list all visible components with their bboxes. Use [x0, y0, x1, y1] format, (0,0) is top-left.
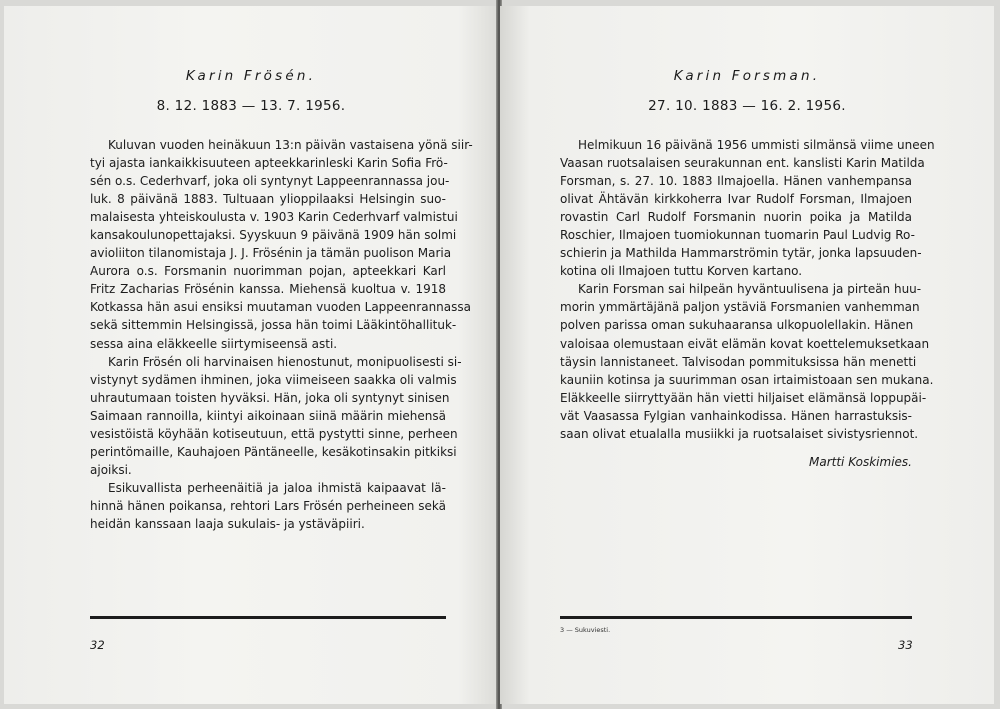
text-line: olivat Ähtävän kirkkoherra Ivar Rudolf Forsman, Ilmajoen: [560, 192, 912, 207]
text-line: Eläkkeelle siirryttyään hän vietti hiljaiset elämänsä loppupäi-: [560, 390, 927, 405]
text-line: polven parissa oman sukuhaaransa ulkopuolellakin. Hänen: [560, 318, 914, 333]
text-line: malaisesta yhteiskoulusta v. 1903 Karin Cederhvarf valmistui: [90, 210, 458, 225]
text-line: schierin ja Mathilda Hammarströmin tytär, jonka lapsuuden-: [560, 246, 922, 261]
text-line: Karin Forsman sai hilpeän hyväntuulisena ja pirteän huu-: [578, 282, 922, 297]
text-line: Kuluvan vuoden heinäkuun 13:n päivän vastaisena yönä siir-: [108, 138, 473, 152]
text-line: Kotkassa hän asui ensiksi muutaman vuoden Lappeenrannassa: [90, 300, 471, 315]
text-line: täysin lannistaneet. Talvisodan pommituksissa hän menetti: [560, 354, 917, 369]
footer-rule: [560, 616, 912, 619]
page-number: 33: [898, 638, 913, 652]
text-line: Esikuvallista perheenäitiä ja jaloa ihmistä kaipaavat lä-: [108, 480, 446, 495]
text-line: vesistöistä köyhään kotiseutuun, että pystytti sinne, perheen: [90, 426, 458, 441]
text-line: luk. 8 päivänä 1883. Tultuaan ylioppilaaksi Helsingin suo-: [90, 192, 446, 207]
left-page: [4, 6, 498, 704]
obituary-name: Karin Forsman.: [673, 68, 821, 84]
text-line: Forsman, s. 27. 10. 1883 Ilmajoella. Hänen vanhempansa: [560, 174, 912, 189]
text-line: kansakoulunopettajaksi. Syyskuun 9 päivänä 1909 hän solmi: [90, 228, 457, 243]
text-line: avioliiton tilanomistaja J. J. Frösénin ja tämän puolison Maria: [90, 246, 452, 261]
obituary-text: [560, 136, 935, 471]
text-line: Aurora o.s. Forsmanin nuorimman pojan, apteekkari Karl: [90, 264, 446, 279]
obituary-dates: 27. 10. 1883 — 16. 2. 1956.: [648, 98, 846, 114]
footer-rule: [90, 616, 446, 619]
obituary-text: [90, 136, 473, 533]
page-number: 32: [90, 638, 105, 652]
signature: Martti Koskimies.: [809, 454, 912, 469]
text-line: rovastin Carl Rudolf Forsmanin nuorin poika ja Matilda: [560, 210, 912, 225]
text-line: kauniin kotinsa ja suurimman osan irtaimistoaan sen mukana.: [560, 372, 934, 387]
obituary-name: Karin Frösén.: [185, 68, 317, 84]
text-line: Helmikuun 16 päivänä 1956 ummisti silmänsä viime uneen: [578, 138, 935, 152]
text-line: sén o.s. Cederhvarf, joka oli syntynyt Lappeenrannassa jou-: [90, 174, 450, 189]
text-line: morin ymmärtäjänä paljon ystäviä Forsmanien vanhemman: [560, 300, 920, 315]
text-line: hinnä hänen poikansa, rehtori Lars Frösén perheineen sekä: [90, 498, 446, 513]
text-line: Fritz Zacharias Frösénin kanssa. Miehensä kuoltua v. 1918: [90, 282, 446, 297]
text-line: vät Vaasassa Fylgian vanhainkodissa. Hänen harrastuksis-: [560, 408, 912, 423]
text-line: perintömaille, Kauhajoen Päntäneelle, kesäkotinsakin pitkiksi: [90, 444, 457, 459]
footnote: 3 — Sukuviesti.: [560, 626, 611, 634]
text-line: valoisaa olemustaan eivät elämän kovat koettelemuksetkaan: [560, 336, 930, 351]
text-line: heidän kanssaan laaja sukulais- ja ystäväpiiri.: [90, 516, 365, 531]
text-line: saan olivat etualalla musiikki ja ruotsalaiset sivistysriennot.: [560, 426, 919, 441]
text-line: sessa aina eläkkeelle siirtymiseensä asti.: [90, 336, 338, 351]
text-line: uhrautumaan toisten hyväksi. Hän, joka oli syntynyt sinisen: [90, 390, 450, 405]
text-line: tyi ajasta iankaikkisuuteen apteekkarinleski Karin Sofia Frö-: [90, 156, 448, 171]
text-line: vistynyt sydämen ihminen, joka viimeiseen saakka oli valmis: [90, 372, 457, 387]
text-line: Saimaan rannoilla, kiintyi aikoinaan siinä määrin miehensä: [90, 408, 446, 423]
text-line: ajoiksi.: [90, 462, 132, 477]
text-line: Roschier, Ilmajoen tuomiokunnan tuomarin Paul Ludvig Ro-: [560, 228, 915, 243]
obituary-dates: 8. 12. 1883 — 13. 7. 1956.: [156, 98, 346, 114]
text-line: sekä sittemmin Helsingissä, jossa hän toimi Lääkintöhallituk-: [90, 318, 457, 333]
text-line: Vaasan ruotsalaisen seurakunnan ent. kanslisti Karin Matilda: [560, 156, 925, 171]
text-line: Karin Frösén oli harvinaisen hienostunut, monipuolisesti si-: [108, 354, 462, 369]
text-line: kotina oli Ilmajoen tuttu Korven kartano.: [560, 264, 803, 279]
right-page: [500, 6, 994, 704]
